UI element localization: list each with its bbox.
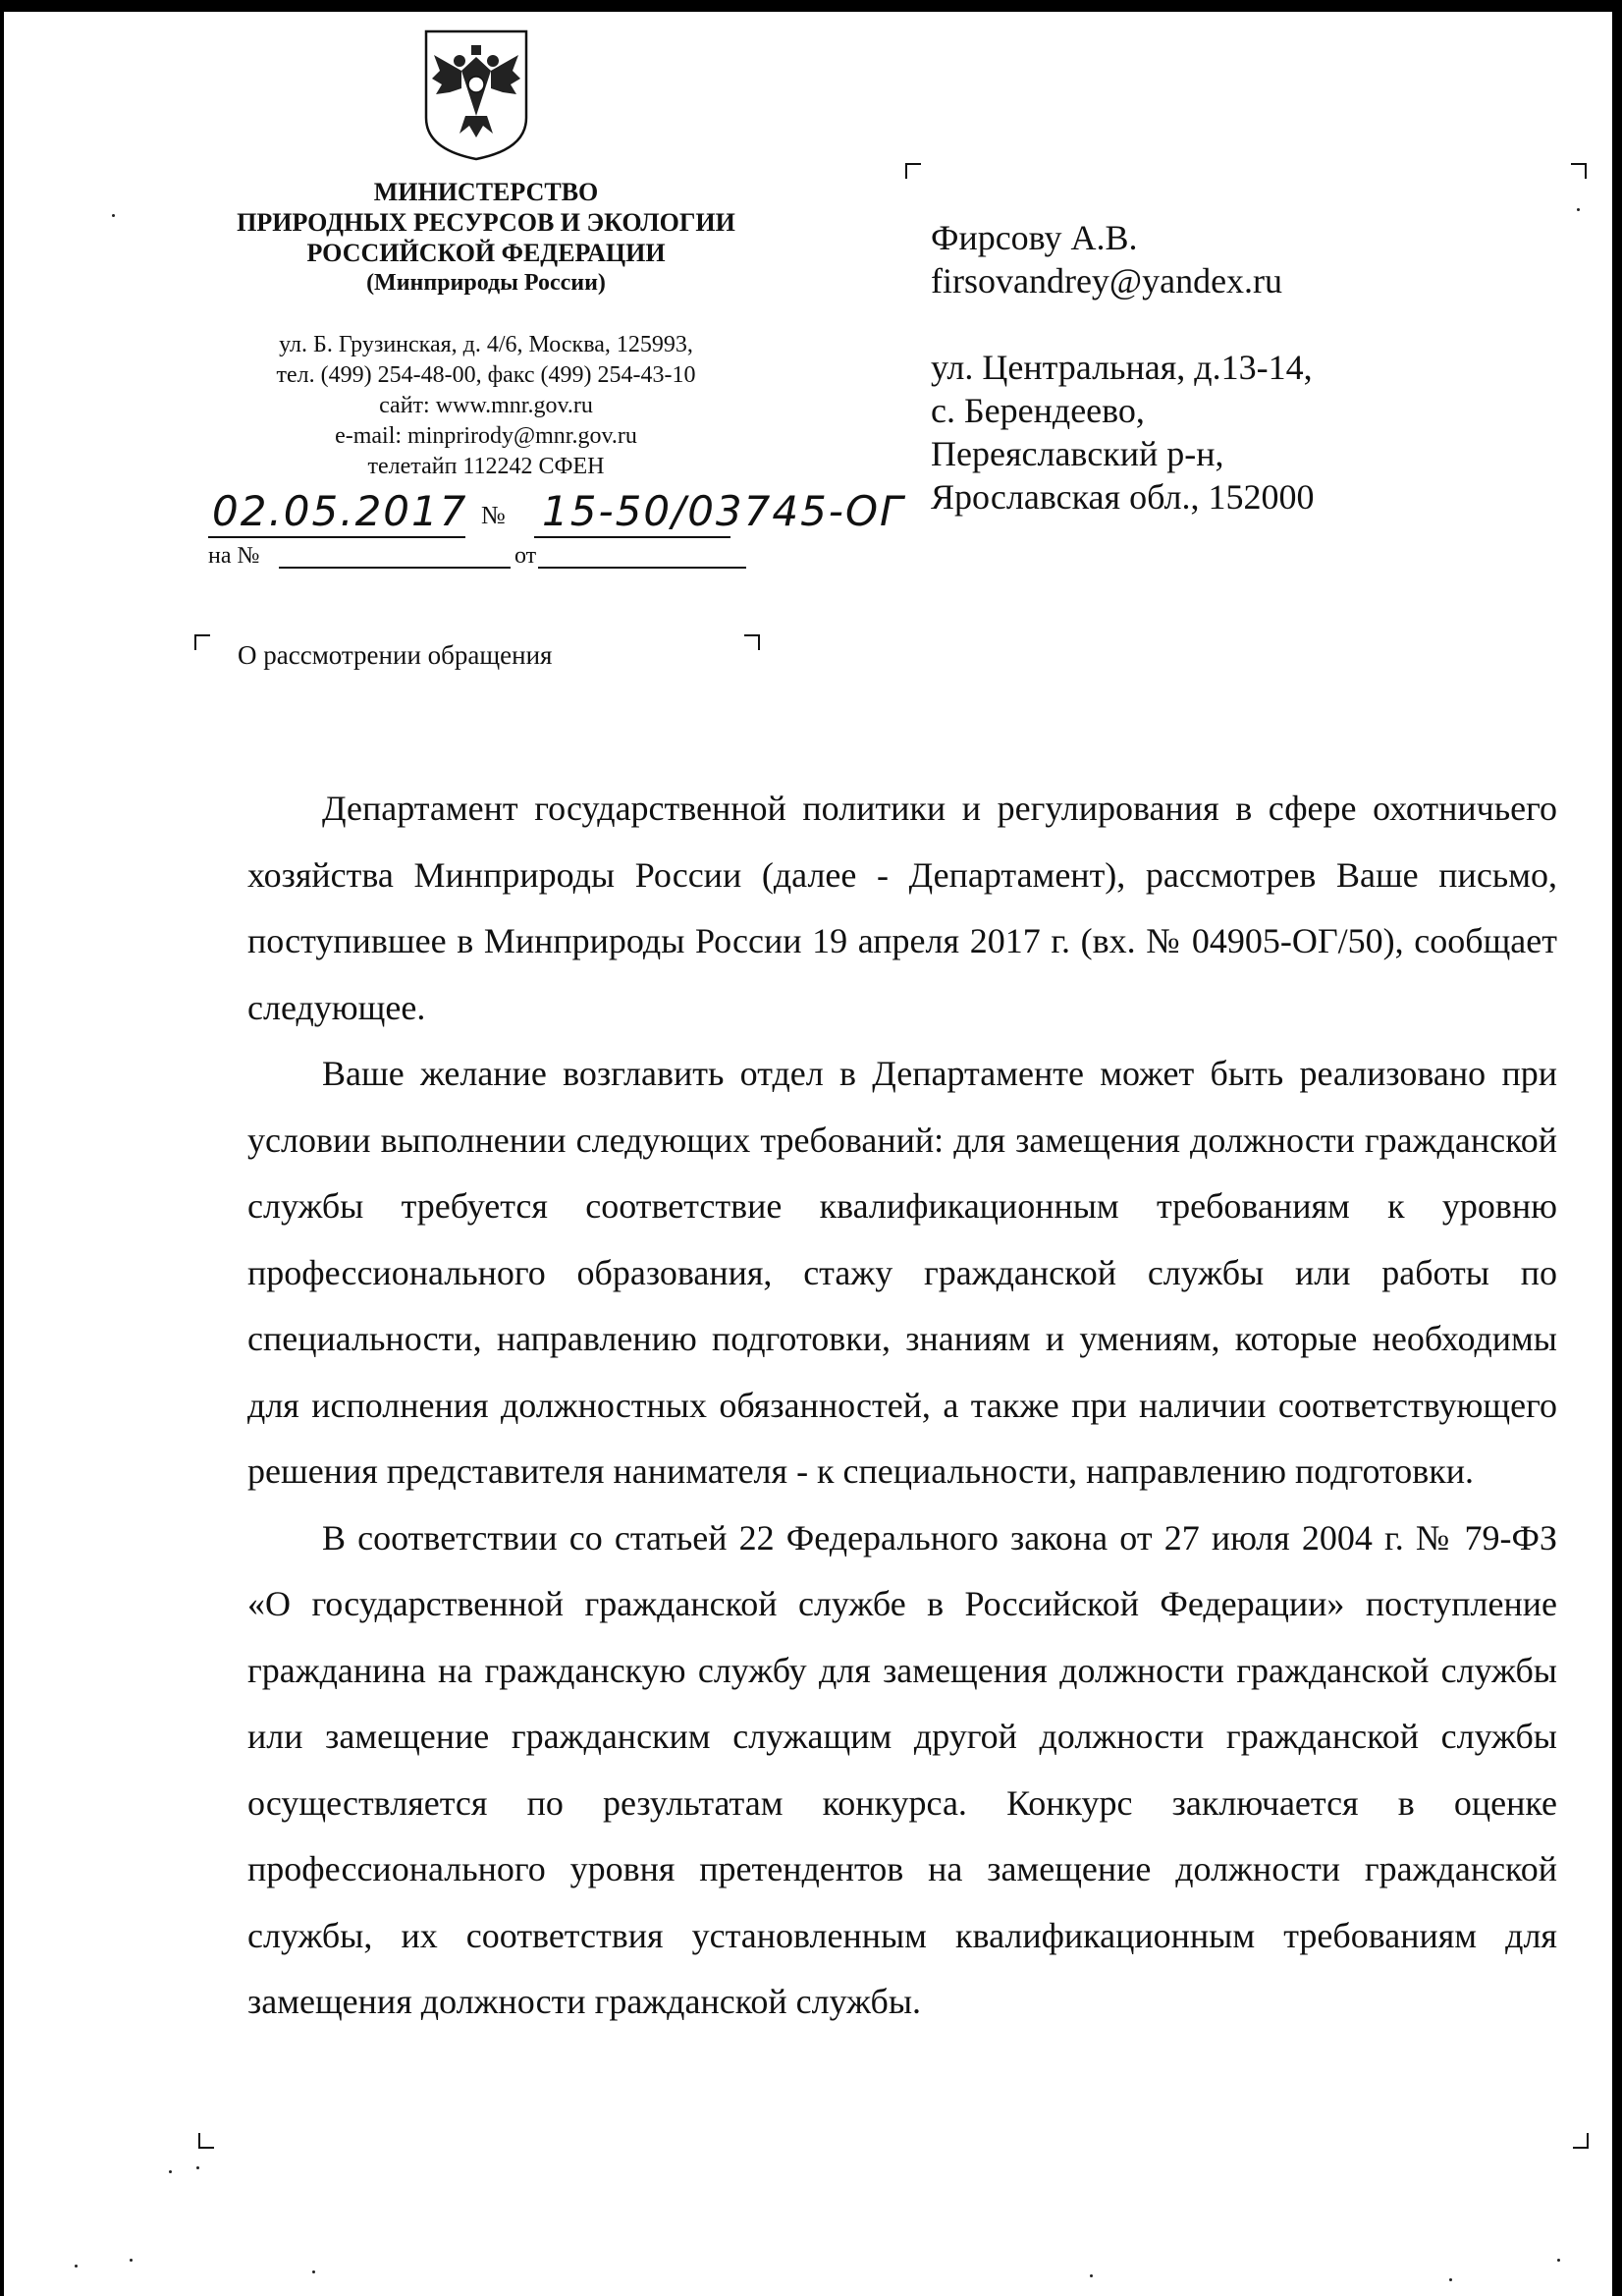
ministry-name [187,177,785,299]
addressee-street: ул. Центральная, д.13-14, [931,348,1313,387]
subject-corner-top-left [194,634,210,650]
address-corner-top-right [1571,163,1587,179]
letter-subject: О рассмотрении обращения [238,640,553,670]
sender-teletype-line: телетайп 112242 СФЕН [367,454,605,479]
scan-speck [1577,208,1580,211]
body-paragraph: В соответствии со статьей 22 Федерального закона от 27 июля 2004 г. № 79-ФЗ «О государственной гражданской службе в Российской Федерации» поступление гражданина на гражданскую службу для замещения должности гражданской службы или замещение гражданским служащим другой должности гражданской службы осуществляется по результатам конкурса. Конкурс заключается в оценке профессионального уровня претендентов на замещение должности гражданской службы, их соответствия установленным квалификационным требованиям для замещения должности гражданской службы. [247,1517,1557,2021]
scan-speck [1449,2278,1452,2281]
ministry-line-3: РОССИЙСКОЙ ФЕДЕРАЦИИ [306,239,666,267]
text-corner-bottom-left [198,2133,214,2149]
reply-from-label: от [514,543,537,569]
registration-number-field [534,487,905,538]
registration-number: 15-50/03745-ОГ [542,487,905,535]
state-emblem-icon [420,27,532,163]
sender-address-line: ул. Б. Грузинская, д. 4/6, Москва, 125993, [279,332,693,357]
reply-to-label: на № [208,543,260,569]
addressee-email: firsovandrey@yandex.ru [931,261,1283,301]
address-corner-top-left [905,163,921,179]
reply-reference-line [208,543,750,573]
scan-speck [1090,2274,1093,2277]
scan-speck [1557,2259,1560,2262]
scan-speck [196,2166,199,2169]
registration-line [208,487,905,538]
reply-from-blank [538,567,746,569]
scan-border-right [1612,0,1622,2296]
registration-number-label: № [481,501,506,529]
scan-speck [312,2270,315,2273]
sender-website-line: сайт: www.mnr.gov.ru [379,393,593,418]
ministry-short-name: (Минприроды России) [366,270,606,296]
ministry-line-1: МИНИСТЕРСТВО [373,178,599,206]
addressee-name: Фирсову А.В. [931,218,1138,257]
sender-email-line: e-mail: minprirody@mnr.gov.ru [335,423,637,449]
body-paragraph: Ваше желание возглавить отдел в Департаменте может быть реализовано при условии выполнении следующих требований: для замещения должности гражданской службы требуется соответствие квалификационным требованиям к уровню профессионального образования, стажу гражданской службы или работы по специальности, направлению подготовки, знаниям и умениям, которые необходимы для исполнения должностных обязанностей, а также при наличии соответствующего решения представителя нанимателя - к специальности, направлению подготовки. [247,1054,1557,1491]
scan-speck [112,214,115,217]
addressee-district: Переяславский р-н, [931,434,1224,473]
addressee-village: с. Берендеево, [931,391,1145,430]
sender-phone-line: тел. (499) 254-48-00, факс (499) 254-43-10 [276,362,696,388]
registration-date: 02.05.2017 [212,487,468,535]
body-paragraph: Департамент государственной политики и регулирования в сфере охотничьего хозяйства Минприроды России (далее - Департамент), рассмотрев Ваше письмо, поступившее в Минприроды России 19 апреля 2017 г. (вх. № 04905-ОГ/50), сообщает следующее. [247,789,1557,1027]
scan-speck [75,2265,78,2268]
scan-border-left [0,0,4,2296]
registration-date-field [208,487,468,538]
letter-body [247,776,1557,2036]
addressee-region: Ярославская обл., 152000 [931,477,1315,517]
reply-to-blank [279,567,511,569]
scan-speck [130,2259,133,2262]
scan-border-top [0,0,1622,12]
addressee-block [931,216,1314,519]
text-corner-bottom-right [1573,2133,1589,2149]
ministry-line-2: ПРИРОДНЫХ РЕСУРСОВ И ЭКОЛОГИИ [237,208,735,237]
sender-contacts [187,330,785,482]
subject-corner-top-right [744,634,760,650]
scan-speck [169,2170,172,2173]
